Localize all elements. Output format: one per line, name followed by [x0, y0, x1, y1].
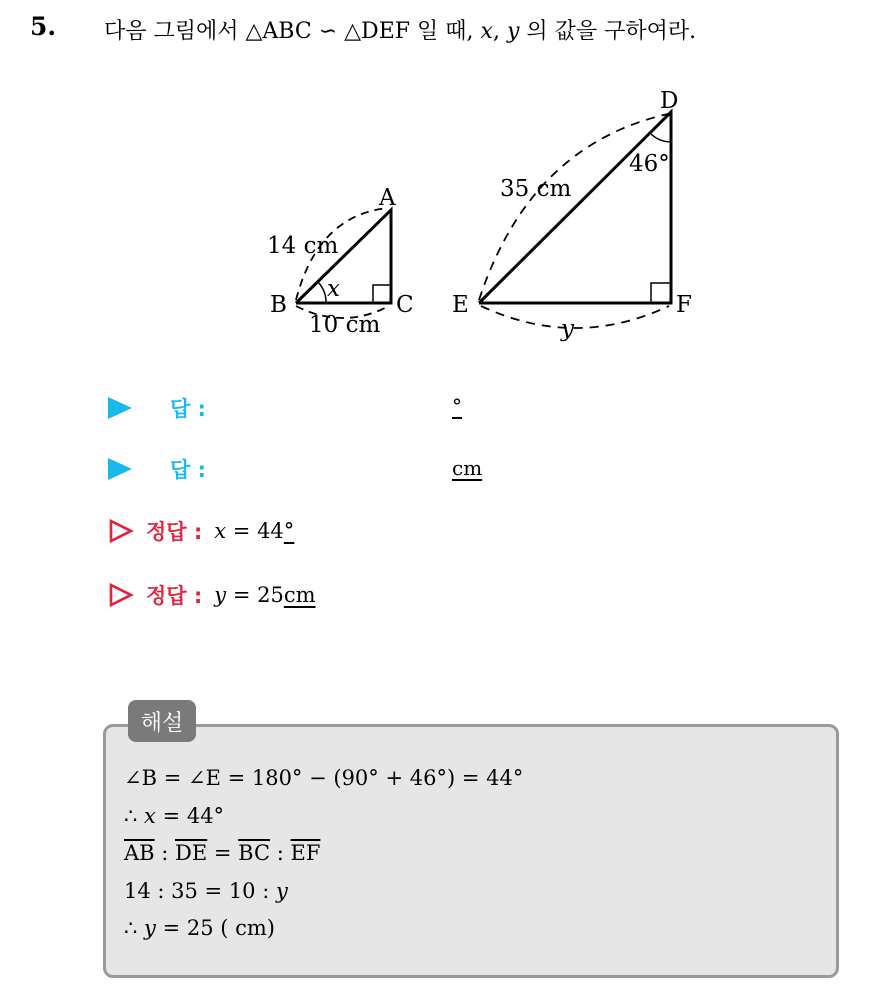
solution-title: 해설 [128, 700, 196, 742]
answer-label: 답 : [170, 397, 206, 421]
solution-line-2: ∴ x = 44° [124, 803, 225, 828]
side-ab-label: 14 cm [267, 233, 339, 259]
play-arrow-icon [108, 397, 132, 419]
correct-label: 정답 : [146, 520, 203, 544]
outline-arrow-icon [108, 582, 134, 608]
variable-y: y [506, 19, 520, 44]
outline-arrow-icon [108, 518, 134, 544]
similar-triangles-figure [0, 0, 884, 360]
side-de-label: 35 cm [500, 176, 572, 202]
correct-answer-row-2 [108, 577, 316, 613]
solution-line-1: ∠B = ∠E = 180° − (90° + 46°) = 44° [124, 766, 524, 790]
angle-arc-b [318, 282, 326, 303]
answer-row-2 [108, 452, 206, 486]
vertex-b-label: B [270, 292, 287, 318]
vertex-d-label: D [660, 88, 679, 114]
dashed-arc-ef [481, 306, 669, 328]
triangle-def [479, 112, 671, 303]
triangle-similarity: △ABC ∽ △DEF [245, 19, 411, 44]
side-ef-label: y [561, 316, 574, 342]
angle-46-label: 46° [629, 151, 670, 177]
answer-row-1 [108, 391, 206, 425]
question-suffix: 의 값을 구하여라. [519, 19, 697, 44]
question-number: 5. [30, 12, 57, 41]
solution-lines [124, 760, 523, 948]
solution-line-4: 14 : 35 = 10 : y [124, 878, 288, 903]
correct-answer-row-1 [108, 513, 294, 549]
correct-expression: y = 25cm [214, 583, 316, 607]
answer-label: 답 : [170, 458, 206, 482]
question-comma: , [492, 19, 507, 44]
vertex-f-label: F [676, 292, 692, 318]
right-angle-marker-f [651, 283, 671, 303]
small-triangle [296, 208, 391, 318]
angle-x-label: x [327, 276, 340, 302]
vertex-e-label: E [452, 292, 469, 318]
large-triangle [479, 112, 671, 328]
answer-blank-degree[interactable]: ° [452, 394, 462, 418]
solution-line-5: ∴ y = 25 ( cm) [124, 916, 276, 940]
vertex-a-label: A [379, 185, 396, 211]
variable-x: x [480, 19, 493, 44]
vertex-c-label: C [396, 292, 414, 318]
question-middle: 일 때, [410, 19, 481, 44]
answer-blank-cm[interactable]: cm [452, 456, 483, 480]
play-arrow-icon [108, 458, 132, 480]
side-bc-label: 10 cm [309, 312, 381, 338]
correct-expression: x = 44° [214, 519, 295, 543]
right-angle-marker-c [373, 285, 391, 303]
question-prefix: 다음 그림에서 [104, 19, 246, 44]
angle-arc-d [650, 133, 671, 142]
solution-line-3: $\overline{AB}$ : $\overline{DE} = \overline{BC}$ : $\overline{EF}$ [124, 841, 321, 865]
correct-label: 정답 : [146, 584, 203, 608]
